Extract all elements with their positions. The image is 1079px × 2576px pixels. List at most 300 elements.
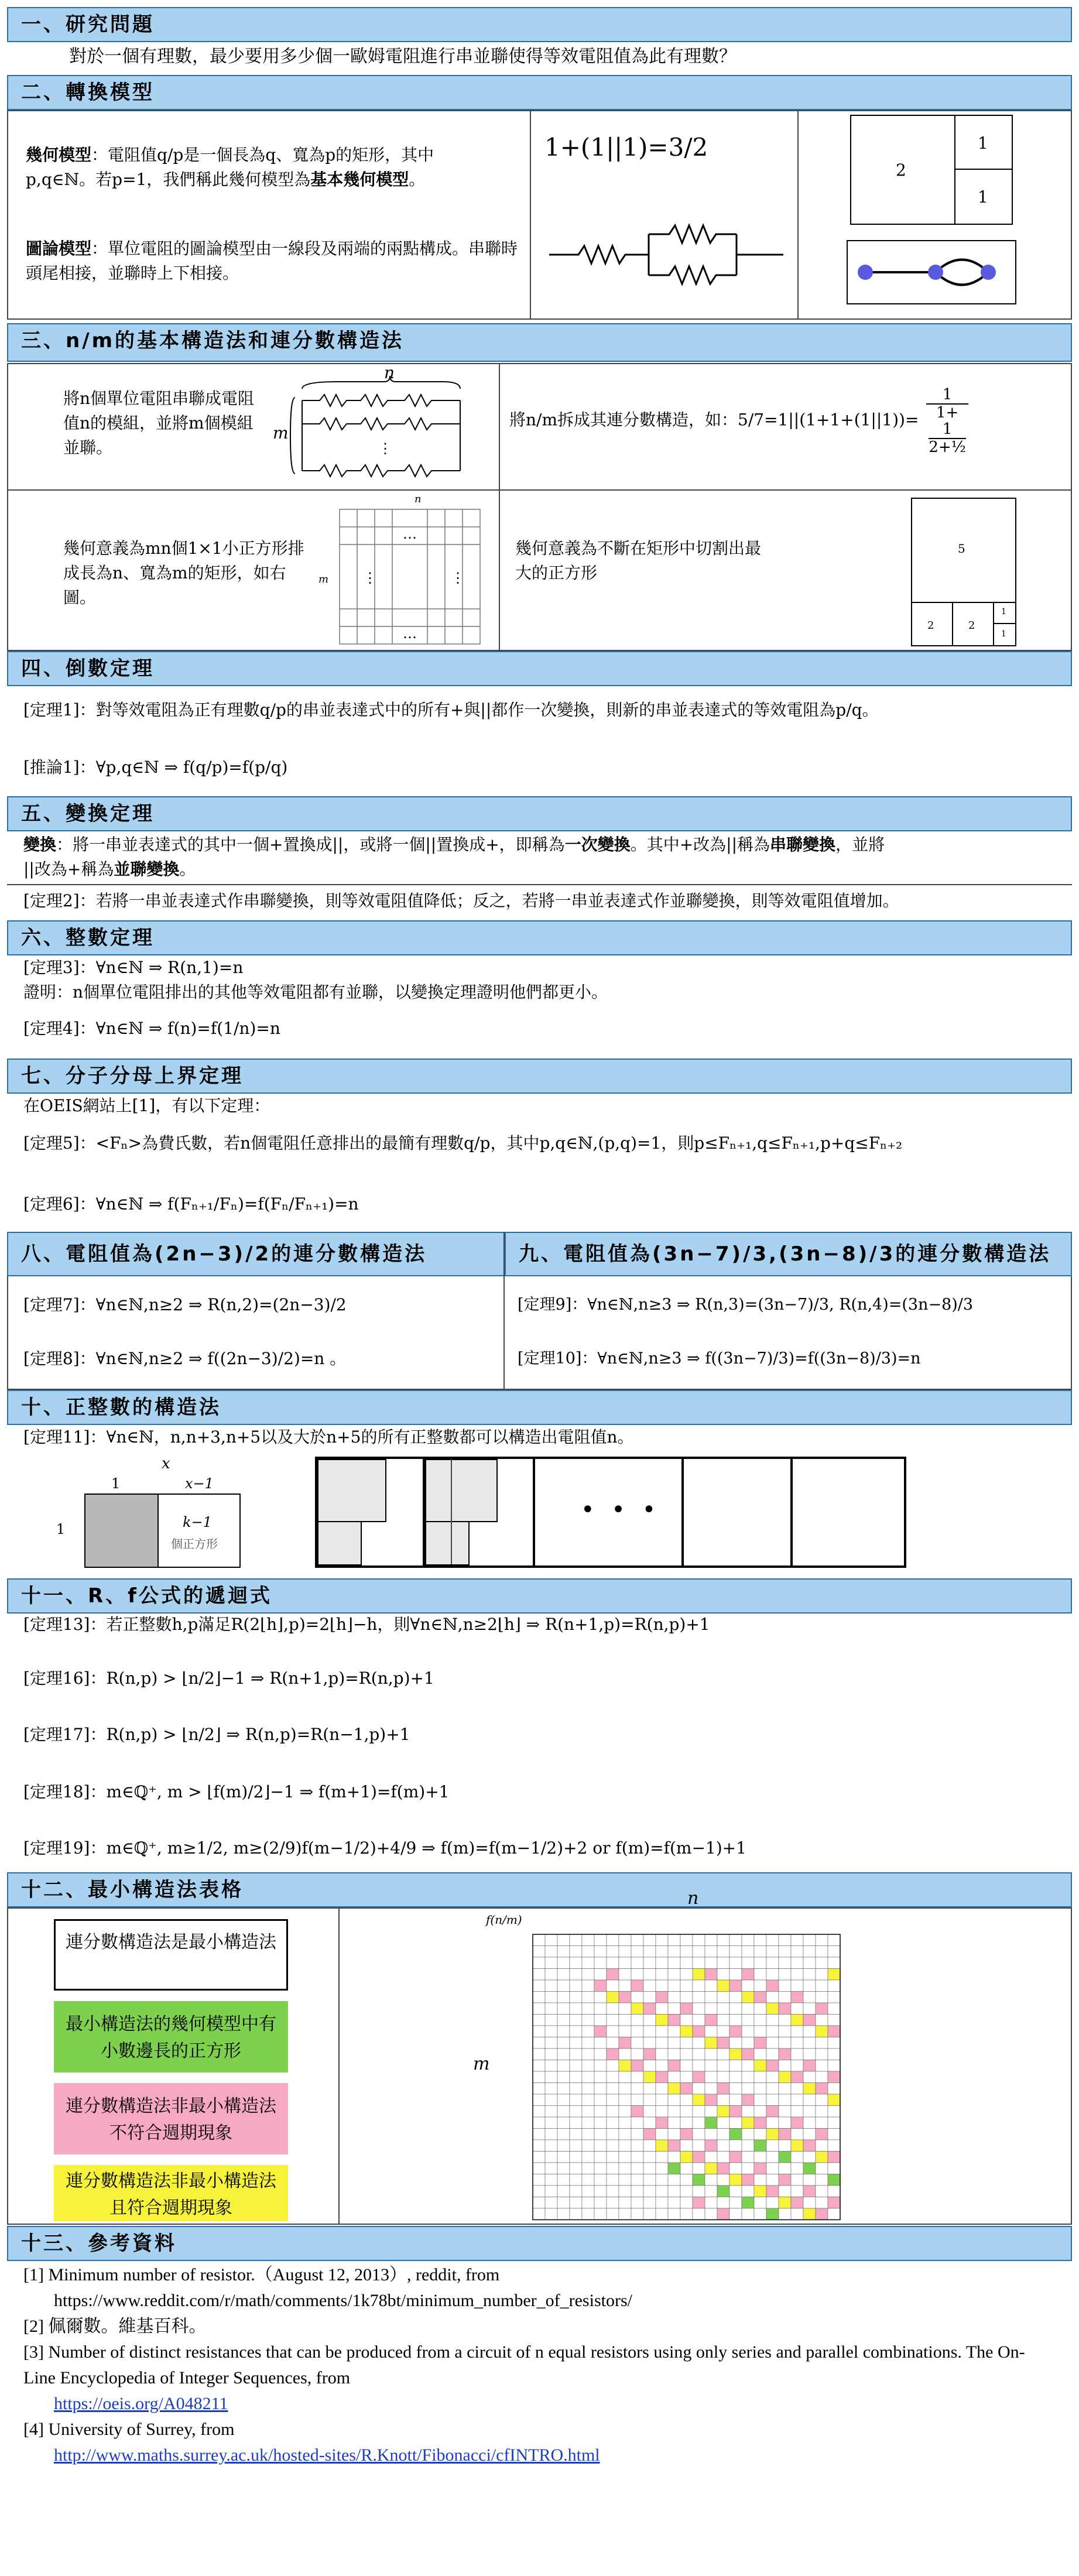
table-cell xyxy=(693,2071,705,2083)
table-cell xyxy=(557,1946,570,1958)
table-cell xyxy=(779,1957,791,1969)
table-cell xyxy=(533,2117,545,2129)
table-cell xyxy=(631,2186,643,2197)
table-cell xyxy=(594,2117,607,2129)
table-cell xyxy=(828,2186,840,2197)
table-cell xyxy=(631,2015,643,2026)
table-cell xyxy=(619,2003,631,2015)
ref-link[interactable]: http://www.maths.surrey.ac.uk/hosted-sites/R.Knott/Fibonacci/cfINTRO.html xyxy=(54,2445,600,2465)
ref-link[interactable]: https://oeis.org/A048211 xyxy=(54,2394,228,2413)
table-cell xyxy=(693,2083,705,2095)
table-cell xyxy=(754,2037,766,2049)
table-cell xyxy=(533,2060,545,2072)
table-cell xyxy=(668,2071,680,2083)
resistor-symbol xyxy=(649,266,737,284)
table-cell xyxy=(717,2186,729,2197)
table-cell xyxy=(533,2163,545,2174)
table-cell xyxy=(754,2015,766,2026)
table-cell xyxy=(705,2060,717,2072)
table-cell xyxy=(533,2197,545,2209)
step-square xyxy=(317,1459,386,1522)
table-cell xyxy=(729,2015,742,2026)
table-cell xyxy=(668,2174,680,2186)
table-cell xyxy=(803,2106,816,2118)
table-cell xyxy=(680,2163,693,2174)
table-cell xyxy=(766,2197,779,2209)
table-cell xyxy=(668,1946,680,1958)
grid-ellipsis: … xyxy=(403,526,417,542)
grid-ellipsis: ⋮ xyxy=(363,570,377,586)
table-cell xyxy=(557,2140,570,2152)
table-cell xyxy=(582,2197,594,2209)
table-cell xyxy=(533,2049,545,2060)
table-cell xyxy=(656,2163,668,2174)
table-cell xyxy=(742,2049,754,2060)
table-cell xyxy=(594,2083,607,2095)
table-cell xyxy=(668,2152,680,2163)
divider xyxy=(499,363,500,651)
table-cell xyxy=(656,1934,668,1946)
table-cell xyxy=(643,2106,656,2118)
table-cell xyxy=(656,2117,668,2129)
table-cell xyxy=(828,1946,840,1958)
table-cell xyxy=(729,1969,742,1981)
table-cell xyxy=(705,2129,717,2140)
table-cell xyxy=(545,2174,557,2186)
legend-yellow: 連分數構造法非最小構造法且符合週期現象 xyxy=(54,2165,288,2221)
table-cell xyxy=(779,2208,791,2220)
table-cell xyxy=(766,2186,779,2197)
table-cell xyxy=(766,2106,779,2118)
table-cell xyxy=(693,2049,705,2060)
table-cell xyxy=(619,1957,631,1969)
theorem-8: [定理8]：∀n∈ℕ,n≥2 ⇒ f((2n−3)/2)=n 。 xyxy=(23,1349,347,1368)
cf-geometric-text: 幾何意義為不斷在矩形中切割出最大的正方形 xyxy=(515,539,762,583)
table-cell xyxy=(693,1969,705,1981)
table-cell xyxy=(766,2208,779,2220)
table-cell xyxy=(570,2003,582,2015)
table-cell xyxy=(631,2026,643,2037)
table-cell xyxy=(643,2015,656,2026)
table-cell xyxy=(656,2186,668,2197)
table-cell xyxy=(693,2060,705,2072)
table-cell xyxy=(680,2094,693,2106)
table-cell xyxy=(656,2037,668,2049)
table-cell xyxy=(742,2071,754,2083)
graph-node xyxy=(858,265,873,280)
table-cell xyxy=(717,2174,729,2186)
table-cell xyxy=(570,2152,582,2163)
table-cell xyxy=(754,2140,766,2152)
table-cell xyxy=(680,2071,693,2083)
table-cell xyxy=(742,2106,754,2118)
table-cell xyxy=(631,2094,643,2106)
table-n-label: n xyxy=(687,1888,699,1909)
table-cell xyxy=(705,2163,717,2174)
table-cell xyxy=(779,2049,791,2060)
table-cell xyxy=(619,2163,631,2174)
table-cell xyxy=(557,2015,570,2026)
table-cell xyxy=(816,1969,828,1981)
section-12-title: 十二、最小構造法表格 xyxy=(7,1872,1072,1907)
table-cell xyxy=(557,2197,570,2209)
grid-n-label: n xyxy=(415,493,422,505)
table-cell xyxy=(643,2049,656,2060)
divider xyxy=(533,1457,535,1568)
table-cell xyxy=(656,2140,668,2152)
table-cell xyxy=(779,2083,791,2095)
table-cell xyxy=(656,2060,668,2072)
theorem-11: [定理11]：∀n∈ℕ，n,n+3,n+5以及大於n+5的所有正整數都可以構造出電阻值n。 xyxy=(23,1427,634,1447)
theorem-7: [定理7]：∀n∈ℕ,n≥2 ⇒ R(n,2)=(2n−3)/2 xyxy=(23,1295,347,1314)
table-cell xyxy=(631,2060,643,2072)
table-cell xyxy=(803,1992,816,2003)
table-cell xyxy=(803,2152,816,2163)
table-cell xyxy=(729,2163,742,2174)
table-cell xyxy=(766,2140,779,2152)
table-cell xyxy=(668,2163,680,2174)
square-label-2: 2 xyxy=(927,619,934,632)
divider xyxy=(790,1457,793,1568)
table-cell xyxy=(742,2129,754,2140)
table-cell xyxy=(631,2152,643,2163)
table-cell xyxy=(729,2094,742,2106)
table-cell xyxy=(754,2071,766,2083)
divider xyxy=(338,1907,340,2225)
table-cell xyxy=(693,2037,705,2049)
geometric-model-label: 幾何模型 xyxy=(26,145,92,165)
table-cell xyxy=(594,2174,607,2186)
table-cell xyxy=(631,2049,643,2060)
table-cell xyxy=(656,1992,668,2003)
table-cell xyxy=(607,2163,619,2174)
table-cell xyxy=(545,2106,557,2118)
table-cell xyxy=(594,2197,607,2209)
table-cell xyxy=(656,2049,668,2060)
table-cell xyxy=(643,2003,656,2015)
table-cell xyxy=(570,2117,582,2129)
table-cell xyxy=(717,2060,729,2072)
geometric-model-text xyxy=(26,143,523,192)
table-cell xyxy=(705,2071,717,2083)
table-cell xyxy=(533,2083,545,2095)
table-cell xyxy=(570,2037,582,2049)
table-cell xyxy=(533,1992,545,2003)
table-cell xyxy=(816,2003,828,2015)
table-cell xyxy=(717,2163,729,2174)
table-cell xyxy=(791,2129,803,2140)
continued-fraction-text xyxy=(509,386,1071,455)
table-cell xyxy=(619,2094,631,2106)
step-line xyxy=(451,1459,452,1564)
table-cell xyxy=(791,2071,803,2083)
label-k-minus-1: k−1 xyxy=(183,1514,212,1530)
table-cell xyxy=(754,2152,766,2163)
table-cell xyxy=(766,1969,779,1981)
table-cell xyxy=(631,2174,643,2186)
table-cell xyxy=(742,1934,754,1946)
table-cell xyxy=(643,2071,656,2083)
table-cell xyxy=(607,1992,619,2003)
table-cell xyxy=(607,1980,619,1992)
table-cell xyxy=(791,2037,803,2049)
table-cell xyxy=(656,1946,668,1958)
table-cell xyxy=(729,2106,742,2118)
edge xyxy=(936,272,988,285)
table-cell xyxy=(791,2208,803,2220)
table-cell xyxy=(816,2197,828,2209)
table-cell xyxy=(680,2026,693,2037)
table-cell xyxy=(779,2117,791,2129)
table-cell xyxy=(816,1934,828,1946)
table-cell xyxy=(619,1969,631,1981)
table-cell xyxy=(631,2117,643,2129)
table-cell xyxy=(705,2083,717,2095)
corollary-1: [推論1]：∀p,q∈ℕ ⇒ f(q/p)=f(p/q) xyxy=(23,758,288,777)
table-cell xyxy=(656,2083,668,2095)
table-cell xyxy=(816,2186,828,2197)
table-cell xyxy=(631,2003,643,2015)
table-cell xyxy=(557,1969,570,1981)
table-cell xyxy=(680,2186,693,2197)
table-cell xyxy=(766,2094,779,2106)
table-cell xyxy=(533,2208,545,2220)
table-cell xyxy=(631,1957,643,1969)
table-cell xyxy=(729,2083,742,2095)
table-cell xyxy=(693,1980,705,1992)
step-square xyxy=(317,1521,362,1566)
table-cell xyxy=(742,1946,754,1958)
table-cell xyxy=(705,2186,717,2197)
table-cell xyxy=(742,2117,754,2129)
section-3-title: 三、n/m的基本構造法和連分數構造法 xyxy=(7,323,1072,362)
graph-model-diagram xyxy=(848,241,1015,303)
table-cell xyxy=(668,2083,680,2095)
table-cell xyxy=(533,2106,545,2118)
table-cell xyxy=(533,2015,545,2026)
table-cell xyxy=(680,2106,693,2118)
table-cell xyxy=(803,2174,816,2186)
table-cell xyxy=(828,1934,840,1946)
section-9-title: 九、電阻值為(3n−7)/3,(3n−8)/3的連分數構造法 xyxy=(505,1232,1072,1276)
table-cell xyxy=(557,2003,570,2015)
table-cell xyxy=(594,1957,607,1969)
table-cell xyxy=(803,2129,816,2140)
table-cell xyxy=(754,1934,766,1946)
geometric-model-end: 。 xyxy=(409,170,426,189)
table-cell xyxy=(668,1992,680,2003)
table-cell xyxy=(619,2060,631,2072)
table-cell xyxy=(754,2186,766,2197)
table-cell xyxy=(582,1946,594,1958)
transformation-label: 變換 xyxy=(23,835,57,854)
table-cell xyxy=(668,2140,680,2152)
table-cell xyxy=(607,2015,619,2026)
table-cell xyxy=(779,1992,791,2003)
reference-3 xyxy=(23,2339,1054,2417)
table-cell xyxy=(742,2163,754,2174)
table-cell xyxy=(766,1957,779,1969)
theorem-16: [定理16]：R(n,p) > ⌊n/2⌋−1 ⇒ R(n+1,p)=R(n,p)+1 xyxy=(23,1669,434,1688)
table-cell xyxy=(828,2049,840,2060)
theorem-1: [定理1]：對等效電阻為正有理數q/p的串並表達式中的所有+與||都作一次變換，則新的串並表達式的等效電阻為p/q。 xyxy=(23,700,879,720)
table-cell xyxy=(631,1946,643,1958)
graph-node xyxy=(981,265,996,280)
table-cell xyxy=(533,1969,545,1981)
table-cell xyxy=(656,2026,668,2037)
table-cell xyxy=(607,2003,619,2015)
table-cell xyxy=(582,2037,594,2049)
table-cell xyxy=(828,2197,840,2209)
table-cell xyxy=(594,1969,607,1981)
table-cell xyxy=(557,2106,570,2118)
table-cell xyxy=(705,2049,717,2060)
table-cell xyxy=(619,1934,631,1946)
table-cell xyxy=(656,2106,668,2118)
section-2-title: 二、轉換模型 xyxy=(7,75,1072,110)
rect-label-2: 2 xyxy=(896,160,906,180)
edge xyxy=(936,260,988,273)
table-cell xyxy=(766,2117,779,2129)
table-cell xyxy=(729,2037,742,2049)
table-cell xyxy=(643,2083,656,2095)
table-cell xyxy=(582,2049,594,2060)
table-cell xyxy=(607,2186,619,2197)
table-cell xyxy=(779,2026,791,2037)
table-cell xyxy=(619,2208,631,2220)
table-cell xyxy=(742,2060,754,2072)
table-cell xyxy=(668,1980,680,1992)
table-cell xyxy=(680,2174,693,2186)
table-cell xyxy=(754,1957,766,1969)
series-parallel-diagram xyxy=(267,365,489,488)
table-cell xyxy=(791,1934,803,1946)
table-cell xyxy=(533,2129,545,2140)
table-cell xyxy=(779,2197,791,2209)
table-cell xyxy=(668,2106,680,2118)
table-cell xyxy=(816,2071,828,2083)
table-cell xyxy=(680,1946,693,1958)
table-cell xyxy=(582,1980,594,1992)
reference-2 xyxy=(23,2314,206,2339)
table-cell xyxy=(668,1934,680,1946)
table-cell xyxy=(582,2003,594,2015)
table-cell xyxy=(742,1969,754,1981)
table-cell xyxy=(545,2083,557,2095)
table-cell xyxy=(816,2106,828,2118)
table-cell xyxy=(557,2026,570,2037)
theorem-3: [定理3]：∀n∈ℕ ⇒ R(n,1)=n xyxy=(23,958,244,977)
table-cell xyxy=(668,2037,680,2049)
table-cell xyxy=(582,1934,594,1946)
table-cell xyxy=(717,2037,729,2049)
table-cell xyxy=(791,2163,803,2174)
table-cell xyxy=(631,2197,643,2209)
table-cell xyxy=(705,2152,717,2163)
table-cell xyxy=(828,2152,840,2163)
table-cell xyxy=(766,2003,779,2015)
table-cell xyxy=(791,2117,803,2129)
table-cell xyxy=(680,2037,693,2049)
table-cell xyxy=(594,2037,607,2049)
divider xyxy=(503,1232,505,1390)
label-1-top: 1 xyxy=(111,1475,121,1492)
table-cell xyxy=(766,2083,779,2095)
table-cell xyxy=(680,2015,693,2026)
table-cell xyxy=(717,2003,729,2015)
table-cell xyxy=(570,2163,582,2174)
table-cell xyxy=(754,2026,766,2037)
table-cell xyxy=(582,1969,594,1981)
oeis-intro: 在OEIS網站上[1]，有以下定理： xyxy=(23,1096,270,1115)
table-cell xyxy=(717,2094,729,2106)
table-cell xyxy=(816,2140,828,2152)
table-cell xyxy=(619,2117,631,2129)
table-cell xyxy=(742,2197,754,2209)
theorem-4: [定理4]：∀n∈ℕ ⇒ f(n)=f(1/n)=n xyxy=(23,1019,280,1038)
ref-num: [1] xyxy=(23,2265,44,2284)
table-cell xyxy=(803,2026,816,2037)
table-cell xyxy=(779,2140,791,2152)
table-cell xyxy=(668,2129,680,2140)
table-cell xyxy=(643,1992,656,2003)
square-label-2: 2 xyxy=(968,619,975,632)
table-cell xyxy=(607,1934,619,1946)
table-cell xyxy=(656,2197,668,2209)
table-cell xyxy=(803,2083,816,2095)
table-cell xyxy=(643,2026,656,2037)
table-cell xyxy=(680,2152,693,2163)
table-cell xyxy=(766,2163,779,2174)
table-cell xyxy=(570,2083,582,2095)
table-cell xyxy=(803,2163,816,2174)
table-cell xyxy=(582,2129,594,2140)
table-cell xyxy=(656,2094,668,2106)
table-cell xyxy=(816,2174,828,2186)
table-cell xyxy=(729,2174,742,2186)
table-cell xyxy=(705,1957,717,1969)
table-cell xyxy=(582,2186,594,2197)
table-cell xyxy=(816,1957,828,1969)
table-cell xyxy=(545,2186,557,2197)
table-cell xyxy=(791,1980,803,1992)
table-cell xyxy=(742,1957,754,1969)
label-1-left: 1 xyxy=(56,1521,66,1537)
table-cell xyxy=(545,1969,557,1981)
resistor-row xyxy=(302,465,460,477)
table-m-label: m xyxy=(473,2054,490,2074)
table-cell xyxy=(816,1946,828,1958)
table-cell xyxy=(816,2049,828,2060)
table-cell xyxy=(803,2140,816,2152)
ref-num: [4] xyxy=(23,2420,44,2439)
table-cell xyxy=(791,1992,803,2003)
table-cell xyxy=(656,2152,668,2163)
table-cell xyxy=(705,1946,717,1958)
table-cell xyxy=(828,2083,840,2095)
table-cell xyxy=(607,2140,619,2152)
theorem-2: [定理2]：若將一串並表達式作串聯變換，則等效電阻值降低；反之，若將一串並表達式作並聯變換，則等效電阻值增加。 xyxy=(23,891,899,910)
table-cell xyxy=(557,2174,570,2186)
table-cell xyxy=(791,2140,803,2152)
table-cell xyxy=(570,2197,582,2209)
table-cell xyxy=(594,1992,607,2003)
table-cell xyxy=(717,1934,729,1946)
table-cell xyxy=(619,1992,631,2003)
table-cell xyxy=(643,2208,656,2220)
table-cell xyxy=(545,2208,557,2220)
table-cell xyxy=(816,2129,828,2140)
